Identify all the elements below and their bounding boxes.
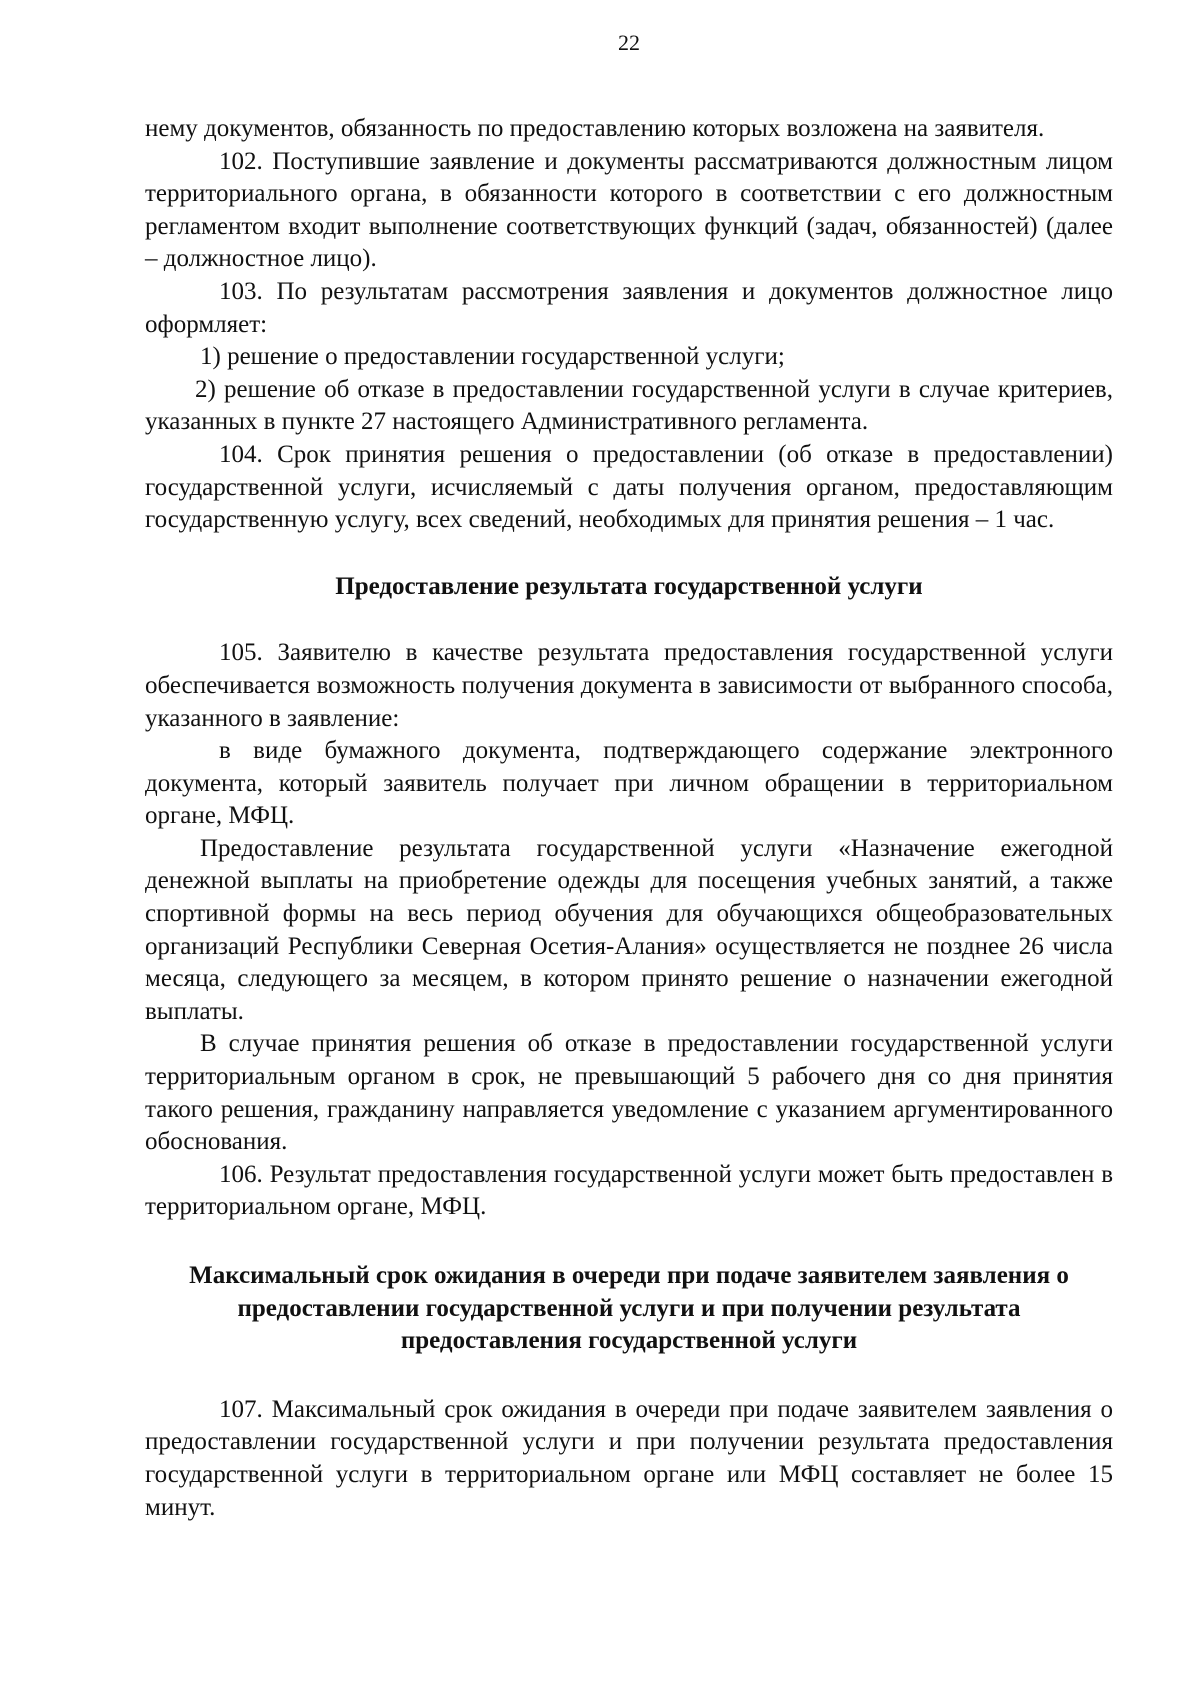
document-body bbox=[145, 113, 1113, 1524]
page-number: 22 bbox=[618, 30, 640, 55]
list-item-2: 2) решение об отказе в предоставлении государственной услуги в случае критериев, указанных в пункте 27 настоящего Административного регламента. bbox=[145, 375, 1113, 436]
paragraph-102: 102. Поступившие заявление и документы рассматриваются должностным лицом территориального органа, в обязанности которого в соответствии с его должностным регламентом входит выполнение соответствующих функций (задач, обязанностей) (далее – должностное лицо). bbox=[145, 147, 1113, 273]
paragraph-refusal-notice: В случае принятия решения об отказе в предоставлении государственной услуги территориальным органом в срок, не превышающий 5 рабочего дня со дня принятия такого решения, гражданину направляется уведомление с указанием аргументированного обоснования. bbox=[145, 1030, 1113, 1156]
section-heading-result: Предоставление результата государственной услуги bbox=[335, 572, 923, 600]
paragraph: нему документов, обязанность по предоставлению которых возложена на заявителя. bbox=[145, 115, 1045, 142]
paragraph-104: 104. Срок принятия решения о предоставлении (об отказе в предоставлении) государственной услуги, исчисляемый с даты получения органом, предоставляющим государственную услугу, всех сведений, необходимых для принятия решения – 1 час. bbox=[145, 440, 1113, 534]
paragraph-107: 107. Максимальный срок ожидания в очереди при подаче заявителем заявления о предоставлении государственной услуги и при получении результата предоставления государственной услуги в территориальном органе или МФЦ составляет не более 15 минут. bbox=[145, 1395, 1113, 1521]
paragraph-result-deadline: Предоставление результата государственной услуги «Назначение ежегодной денежной выплаты на приобретение одежды для посещения учебных занятий, а также спортивной формы на весь период обучения для обучающихся общеобразовательных организаций Республики Северная Осетия-Алания» осуществляется не позднее 26 числа месяца, следующего за месяцем, в котором принято решение о назначении ежегодной выплаты. bbox=[145, 834, 1113, 1025]
paragraph-103: 103. По результатам рассмотрения заявления и документов должностное лицо оформляет: bbox=[145, 277, 1113, 338]
paragraph-paper-document: в виде бумажного документа, подтверждающего содержание электронного документа, который заявитель получает при личном обращении в территориальном органе, МФЦ. bbox=[145, 737, 1113, 830]
section-heading-waiting-time: Максимальный срок ожидания в очереди при подаче заявителем заявления о предоставлении государственной услуги и при получении результата предоставления государственной услуги bbox=[189, 1262, 1069, 1355]
list-item-1: 1) решение о предоставлении государственной услуги; bbox=[200, 343, 785, 371]
paragraph-105: 105. Заявителю в качестве результата предоставления государственной услуги обеспечивается возможность получения документа в зависимости от выбранного способа, указанного в заявление: bbox=[145, 639, 1113, 732]
paragraph-106: 106. Результат предоставления государственной услуги может быть предоставлен в территориальном органе, МФЦ. bbox=[145, 1160, 1113, 1221]
